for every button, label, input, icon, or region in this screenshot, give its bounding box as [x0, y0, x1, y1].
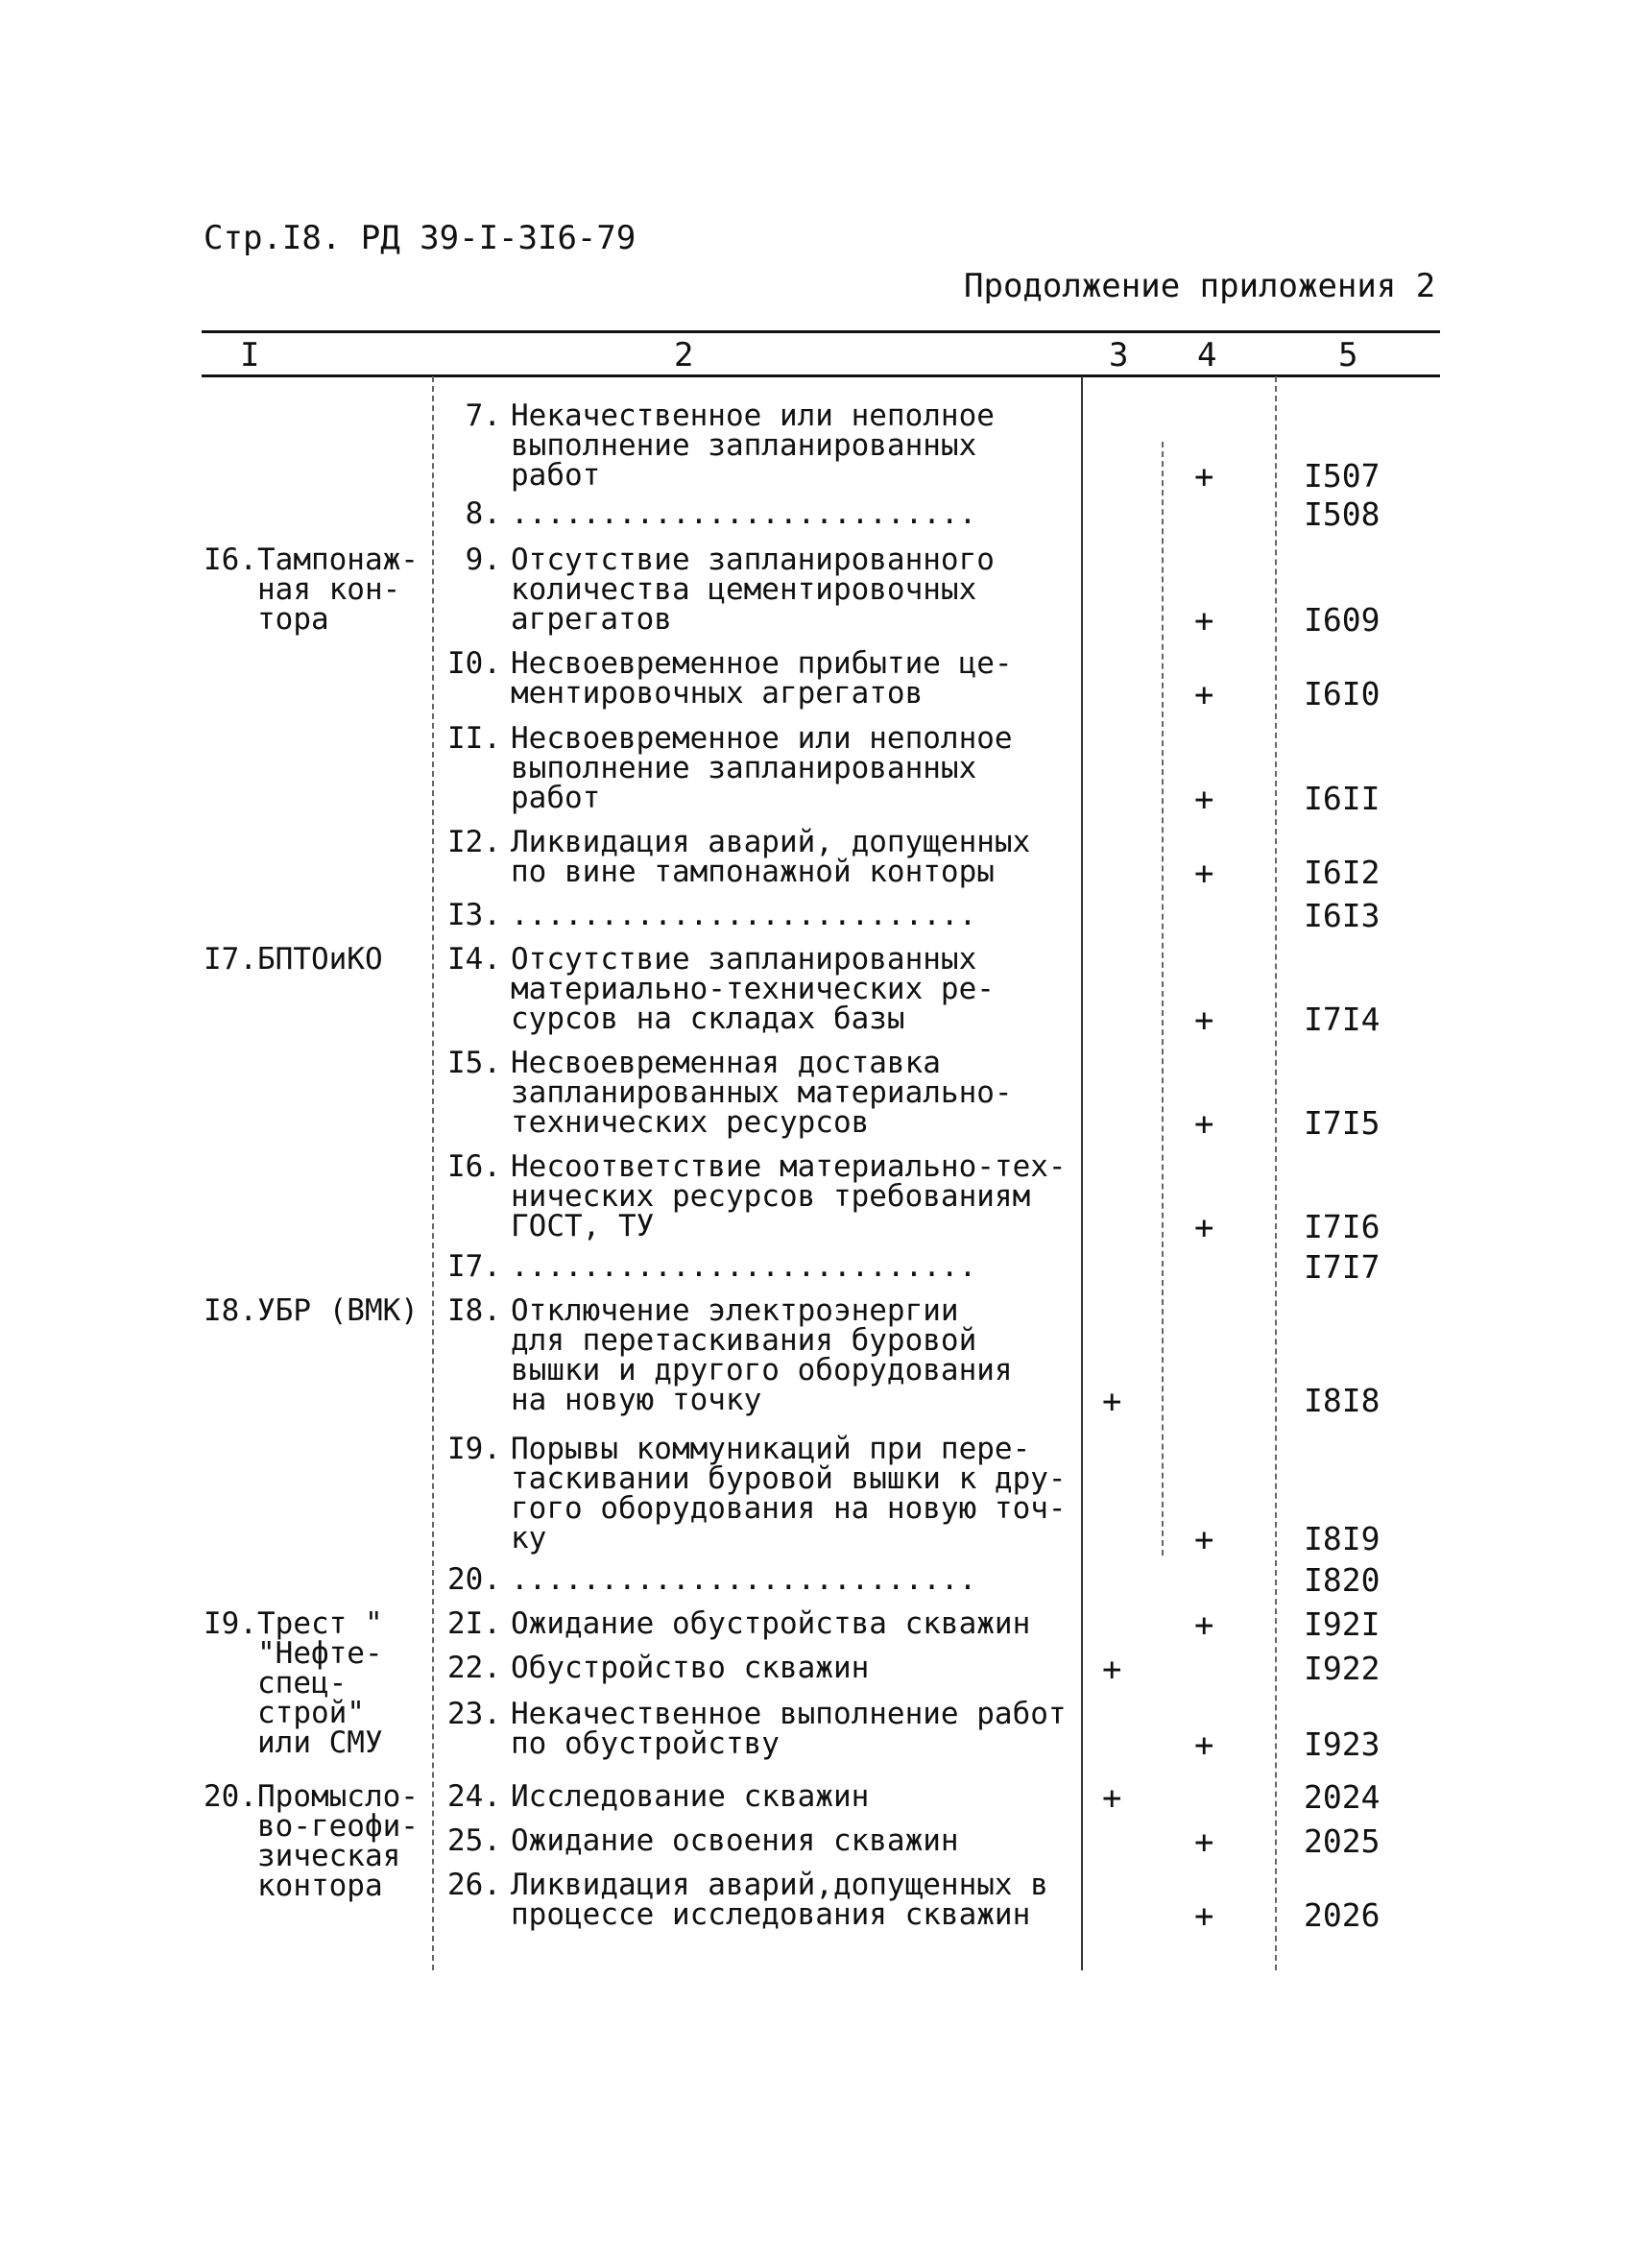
col-header-4: 4 — [1197, 336, 1217, 374]
item-number: I6. — [447, 1149, 501, 1184]
item-number: 20. — [447, 1562, 501, 1597]
item-description: .......................... — [511, 496, 977, 531]
group-label: I6.Тампонаж- ная кон- тора — [204, 543, 419, 637]
code-cell: I6I2 — [1304, 854, 1381, 891]
item-number: I0. — [447, 646, 501, 681]
item-description: Ожидание обустройства скважин — [511, 1606, 1031, 1641]
code-cell: I7I7 — [1304, 1248, 1381, 1286]
item-description: Отключение электроэнергии для перетаскивания буровой вышки и другого оборудования на новую точку — [511, 1293, 1013, 1417]
table-header-rule — [202, 374, 1440, 377]
item-number: I4. — [447, 942, 501, 977]
mark-col3: + — [1102, 1383, 1122, 1421]
item-description: .......................... — [511, 1249, 977, 1284]
code-cell: 2024 — [1304, 1778, 1381, 1816]
col-header-3: 3 — [1109, 336, 1129, 374]
code-cell: I820 — [1304, 1561, 1381, 1599]
item-description: Ожидание освоения скважин — [511, 1823, 959, 1858]
item-number: 26. — [447, 1868, 501, 1902]
mark-col4: + — [1194, 1001, 1214, 1040]
mark-col4: + — [1194, 855, 1214, 893]
mark-col3: + — [1102, 1779, 1122, 1818]
mark-col4: + — [1194, 1521, 1214, 1559]
code-cell: I508 — [1304, 495, 1381, 533]
mark-col4: + — [1194, 1823, 1214, 1862]
code-cell: I92I — [1304, 1605, 1381, 1643]
code-cell: I7I6 — [1304, 1208, 1381, 1245]
item-number: I3. — [447, 898, 501, 932]
item-description: Несоответствие материально-тех- нических ресурсов требованиям ГОСТ, ТУ — [511, 1149, 1067, 1243]
item-number: 9. — [465, 543, 501, 577]
mark-col4: + — [1194, 781, 1214, 819]
mark-col4: + — [1194, 1726, 1214, 1765]
code-cell: I922 — [1304, 1650, 1381, 1687]
mark-col4: + — [1194, 1897, 1214, 1936]
continuation-caption: Продолжение приложения 2 — [964, 267, 1436, 305]
code-cell: 2026 — [1304, 1896, 1381, 1934]
item-description: .......................... — [511, 1562, 977, 1597]
item-number: 22. — [447, 1651, 501, 1685]
item-description: Обустройство скважин — [511, 1651, 870, 1685]
col-divider-2 — [1081, 376, 1083, 1970]
item-number: I5. — [447, 1046, 501, 1080]
mark-col4: + — [1194, 676, 1214, 714]
code-cell: I7I5 — [1304, 1104, 1381, 1142]
item-number: 24. — [447, 1779, 501, 1814]
item-number: I8. — [447, 1293, 501, 1328]
group-label: I9.Трест " "Нефте- спец- строй" или СМУ — [204, 1606, 383, 1760]
group-label: 20.Промысло- во-геофи- зическая контора — [204, 1779, 419, 1903]
item-number: 23. — [447, 1697, 501, 1731]
group-label: I7.БПТОиКО — [204, 942, 383, 977]
col-header-2: 2 — [674, 336, 694, 374]
item-number: 8. — [465, 496, 501, 531]
mark-col4: + — [1194, 1606, 1214, 1645]
col-header-5: 5 — [1338, 336, 1358, 374]
table-top-rule — [202, 330, 1440, 333]
item-description: Исследование скважин — [511, 1779, 870, 1814]
code-cell: I6II — [1304, 780, 1381, 817]
group-label: I8.УБР (ВМК) — [204, 1293, 419, 1328]
item-description: Некачественное выполнение работ по обустройству — [511, 1697, 1067, 1761]
item-description: Отсутствие запланированных материально-технических ре- сурсов на складах базы — [511, 942, 995, 1036]
item-description: Несвоевременное или неполное выполнение запланированных работ — [511, 721, 1013, 815]
item-number: I7. — [447, 1249, 501, 1284]
col-divider-4 — [1275, 376, 1277, 1970]
col-divider-3 — [1162, 442, 1164, 1556]
code-cell: I609 — [1304, 601, 1381, 639]
code-cell: I923 — [1304, 1725, 1381, 1763]
item-description: Отсутствие запланированного количества цементировочных агрегатов — [511, 543, 995, 637]
code-cell: I6I3 — [1304, 897, 1381, 934]
code-cell: I6I0 — [1304, 675, 1381, 712]
item-number: I2. — [447, 825, 501, 859]
item-description: Ликвидация аварий,допущенных в процессе исследования скважин — [511, 1868, 1048, 1932]
item-number: II. — [447, 721, 501, 756]
code-cell: I507 — [1304, 457, 1381, 495]
mark-col4: + — [1194, 1209, 1214, 1247]
item-number: I9. — [447, 1432, 501, 1466]
item-number: 2I. — [447, 1606, 501, 1641]
item-number: 7. — [465, 398, 501, 433]
page-reference: Стр.I8. РД 39-I-3I6-79 — [204, 219, 636, 257]
item-description: Несвоевременное прибытие це- ментировочных агрегатов — [511, 646, 1013, 711]
code-cell: I8I8 — [1304, 1382, 1381, 1419]
code-cell: I8I9 — [1304, 1520, 1381, 1557]
mark-col4: + — [1194, 602, 1214, 640]
code-cell: I7I4 — [1304, 1001, 1381, 1038]
item-description: Несвоевременная доставка запланированных материально- технических ресурсов — [511, 1046, 1013, 1140]
code-cell: 2025 — [1304, 1822, 1381, 1860]
mark-col4: + — [1194, 458, 1214, 496]
item-description: Некачественное или неполное выполнение запланированных работ — [511, 398, 995, 493]
item-description: Ликвидация аварий, допущенных по вине тампонажной конторы — [511, 825, 1031, 889]
mark-col4: + — [1194, 1105, 1214, 1144]
col-header-1: I — [240, 336, 260, 374]
mark-col3: + — [1102, 1651, 1122, 1689]
item-number: 25. — [447, 1823, 501, 1858]
item-description: .......................... — [511, 898, 977, 932]
item-description: Порывы коммуникаций при пере- таскивании буровой вышки к дру- гого оборудования на новую точ- ку — [511, 1432, 1067, 1556]
